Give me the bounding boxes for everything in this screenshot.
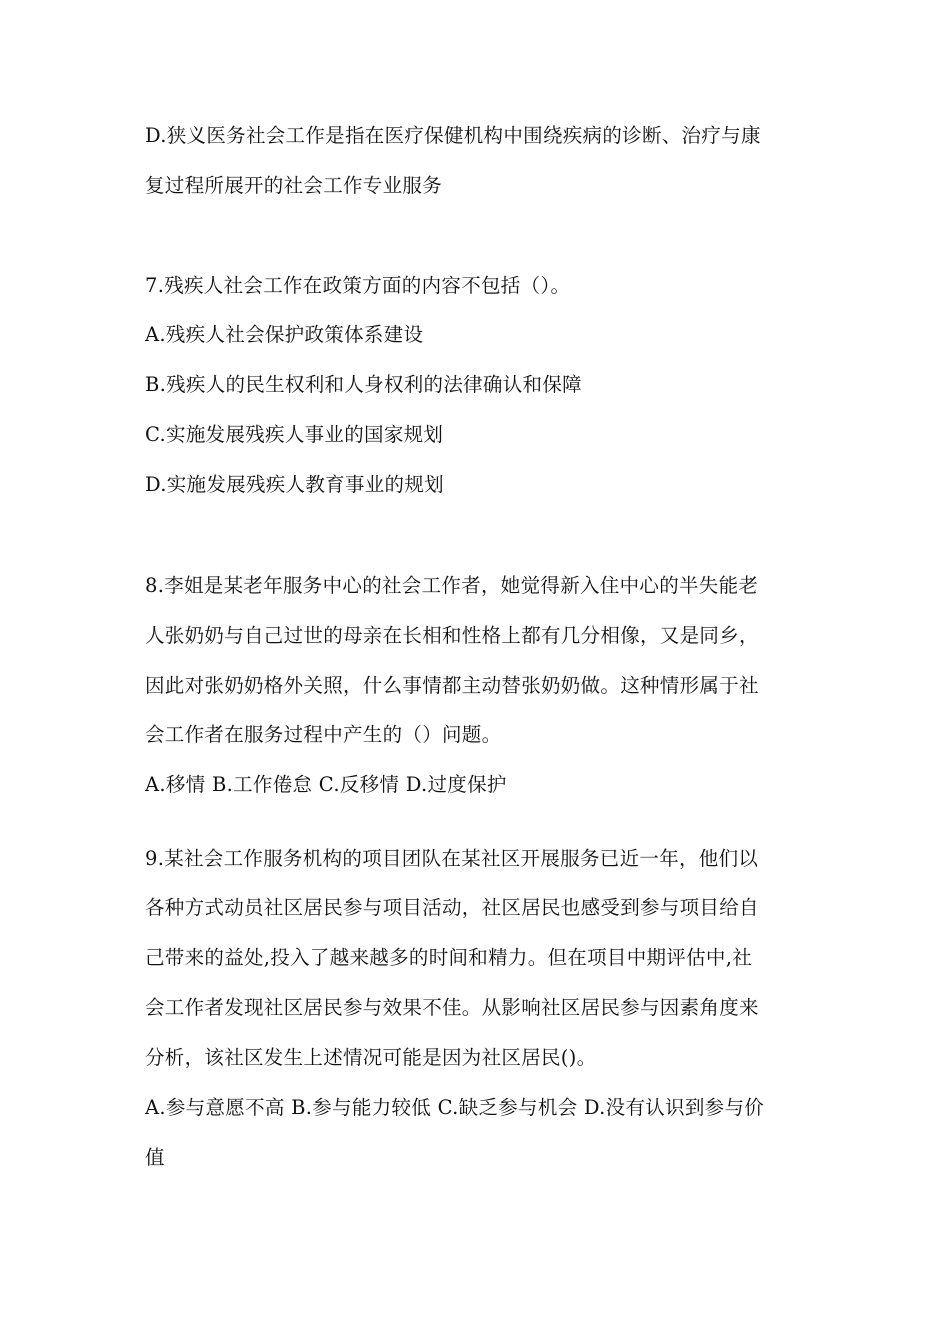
q9-stem-line-4: 会工作者发现社区居民参与效果不佳。从影响社区居民参与因素角度来 [145,996,759,1019]
q7-option-c: C.实施发展残疾人事业的国家规划 [145,423,444,446]
q7-option-a: A.残疾人社会保护政策体系建设 [145,323,424,346]
q7-stem: 7.残疾人社会工作在政策方面的内容不包括（）。 [145,274,571,297]
q9-stem-line-1: 9.某社会工作服务机构的项目团队在某社区开展服务已近一年，他们以 [145,847,759,870]
q7-option-b: B.残疾人的民生权利和人身权利的法律确认和保障 [145,373,582,396]
q9-stem-line-3: 己带来的益处,投入了越来越多的时间和精力。但在项目中期评估中,社 [145,946,752,969]
q6-option-d-line-2: 复过程所展开的社会工作专业服务 [145,174,443,197]
q9-stem-line-5: 分析，该社区发生上述情况可能是因为社区居民()。 [145,1046,597,1069]
q7-option-d: D.实施发展残疾人教育事业的规划 [145,473,444,496]
q8-stem-line-3: 因此对张奶奶格外关照，什么事情都主动替张奶奶做。这种情形属于社 [145,674,759,697]
q9-options-line-2: 值 [145,1146,165,1169]
q9-options-line-1: A.参与意愿不高 B.参与能力较低 C.缺乏参与机会 D.没有认识到参与价 [145,1096,765,1119]
q8-options: A.移情 B.工作倦怠 C.反移情 D.过度保护 [145,773,507,796]
q8-stem-line-2: 人张奶奶与自己过世的母亲在长相和性格上都有几分相像，又是同乡， [145,624,759,647]
q8-stem-line-4: 会工作者在服务过程中产生的（）问题。 [145,723,502,746]
q9-stem-line-2: 各种方式动员社区居民参与项目活动，社区居民也感受到参与项目给自 [145,896,759,919]
q6-option-d-line-1: D.狭义医务社会工作是指在医疗保健机构中围绕疾病的诊断、治疗与康 [145,124,761,147]
q8-stem-line-1: 8.李姐是某老年服务中心的社会工作者，她觉得新入住中心的半失能老 [145,574,759,597]
